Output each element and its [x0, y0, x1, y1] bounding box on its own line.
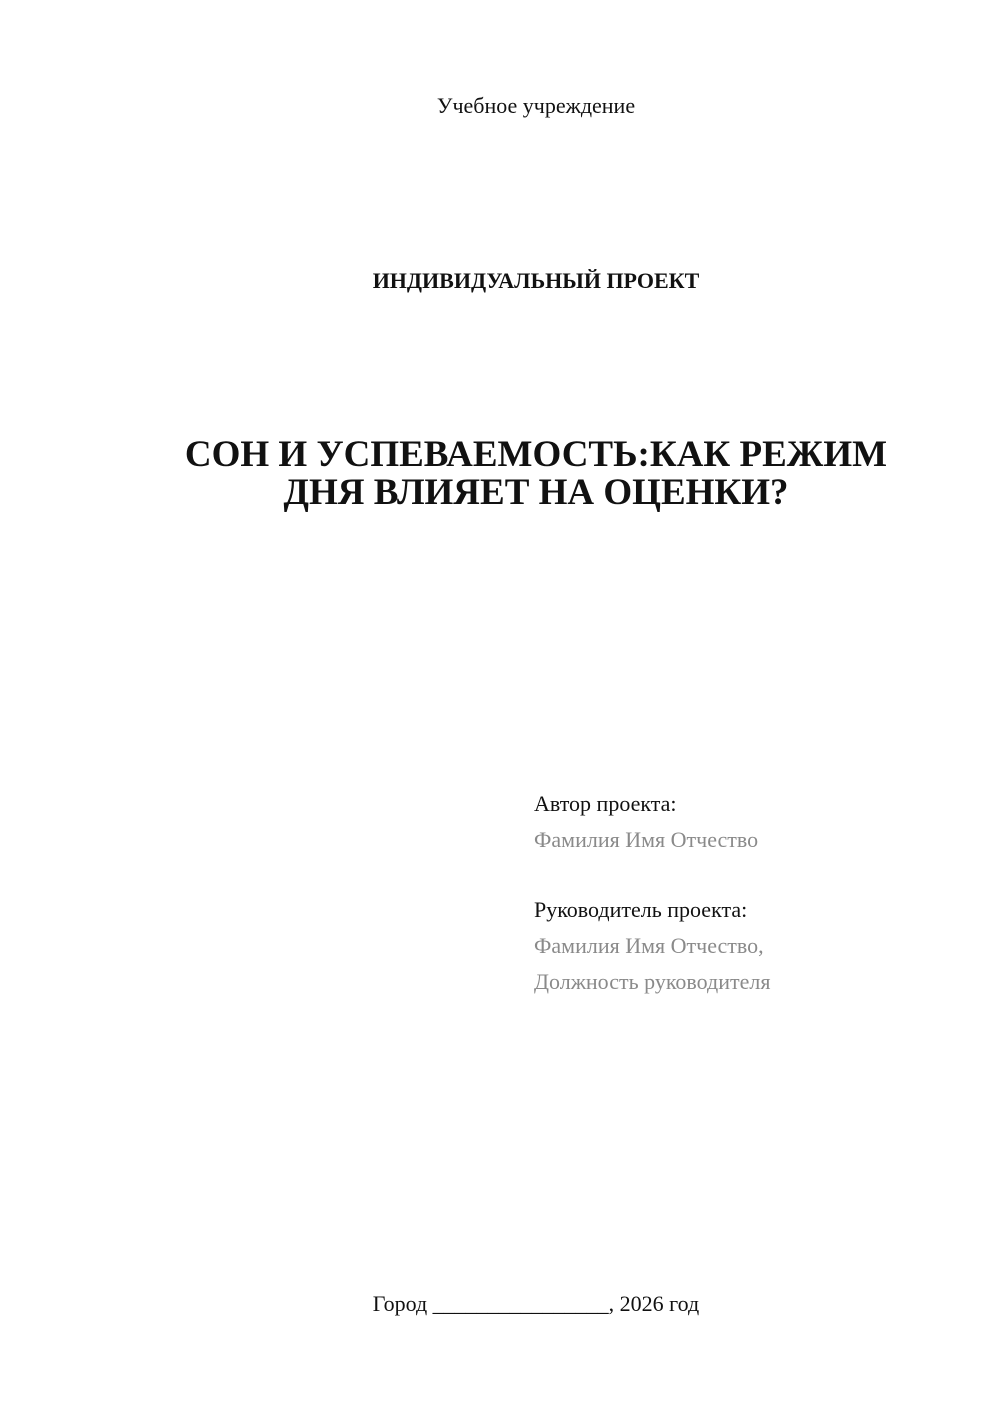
project-title [150, 436, 922, 512]
project-title-line-2: ДНЯ ВЛИЯЕТ НА ОЦЕНКИ? [283, 472, 789, 513]
document-type: ИНДИВИДУАЛЬНЫЙ ПРОЕКТ [372, 268, 700, 293]
author-block [534, 786, 964, 858]
project-title-line-1: СОН И УСПЕВАЕМОСТЬ:КАК РЕЖИМ [184, 434, 888, 475]
city-year-footer: Город ________________, 2026 год [372, 1291, 700, 1316]
institution-name: Учебное учреждение [436, 93, 636, 118]
author-name: Фамилия Имя Отчество [534, 827, 759, 852]
author-label: Автор проекта: [534, 791, 677, 816]
supervisor-name: Фамилия Имя Отчество, [534, 933, 764, 958]
supervisor-block [534, 892, 964, 1000]
supervisor-label: Руководитель проекта: [534, 897, 748, 922]
supervisor-position: Должность руководителя [534, 969, 771, 994]
